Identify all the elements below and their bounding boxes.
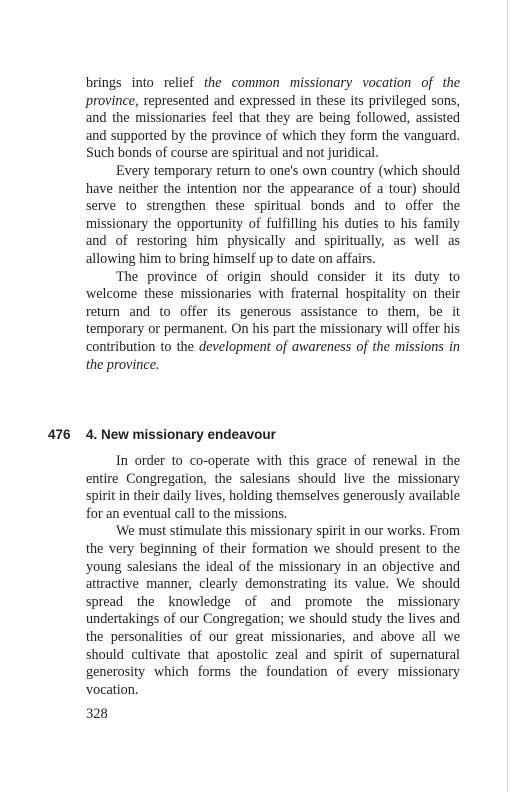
paragraph-text: represented and expressed in these its privileged sons, and the missionaries feel that they are being followed, assisted and supported by the province of which they form the vanguard. Such bonds of course are spiritual and not juridical. xyxy=(86,92,460,162)
section-heading: 4. New missionary endeavour xyxy=(86,427,276,442)
page-edge-line xyxy=(507,0,508,792)
paragraph-province-of-origin xyxy=(86,269,460,375)
margin-paragraph-number: 476 xyxy=(48,427,71,442)
emphasis-text: development of awareness of the missions in the province. xyxy=(86,338,460,373)
paragraph-continuation xyxy=(86,75,460,163)
paragraph-temporary-return: Every temporary return to one's own country (which should have neither the intention nor the appearance of a tour) should serve to strengthen these spiritual bonds and to offer the missionary the opportunity of fulfilling his duties to his family and of restoring him physically and spiritually, as well as allowing him to bring himself up to date on affairs. xyxy=(86,162,460,267)
paragraph-co-operate: In order to co-operate with this grace of renewal in the entire Congregation, the salesians should live the missionary spirit in their daily lives, holding themselves generously available for an eventual call to the missions. xyxy=(86,453,460,522)
emphasis-text: the common missionary vocation of the province, xyxy=(86,75,460,109)
page-number: 328 xyxy=(86,706,108,722)
body-text-top xyxy=(86,75,460,374)
paragraph-stimulate: We must stimulate this missionary spirit in our works. From the very beginning of their formation we should present to the young salesians the ideal of the missionary in an objective and attractive manner, clearly demonstrating its value. We should spread the knowledge of and promote the missionary undertakings of our Congregation; we should study the lives and the personalities of our great missionaries, and above all we should cultivate that apostolic zeal and spirit of supernatural generosity which forms the foundation of every missionary vocation. xyxy=(86,523,460,698)
paragraph-text: brings into relief xyxy=(86,75,205,91)
paragraph-text: The province of origin should consider it its duty to welcome these missionaries with fraternal hospitality on their return and to offer its generous assistance to them, be it temporary or permanent. On his part the missionary will offer his contribution to the xyxy=(86,268,460,355)
body-text-bottom xyxy=(86,453,460,699)
